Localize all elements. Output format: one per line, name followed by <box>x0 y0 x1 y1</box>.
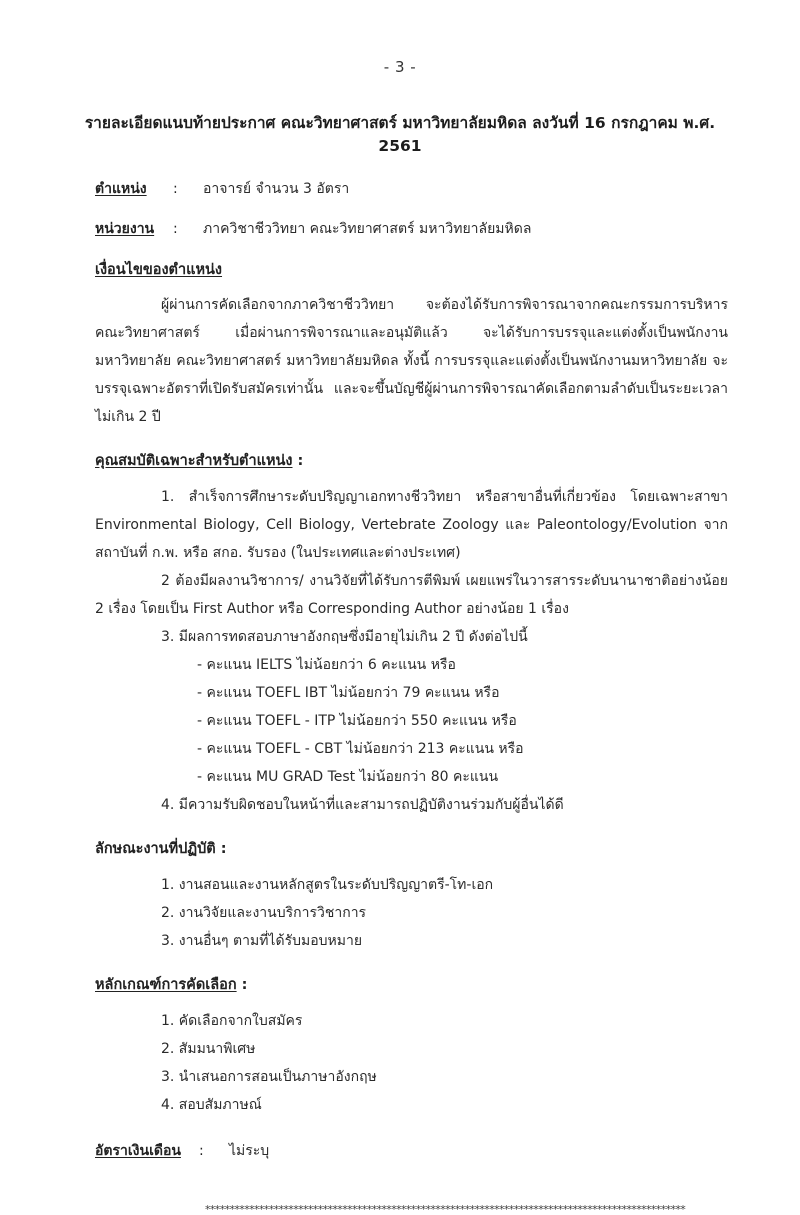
heading-conditions <box>95 260 728 282</box>
qualifications-list-tail <box>95 791 728 819</box>
heading-criteria-text: หลักเกณฑ์การคัดเลือก <box>95 976 237 993</box>
field-department <box>95 219 728 240</box>
heading-duties <box>95 839 728 861</box>
footer-separator: ************************************************************************************************** <box>205 1203 686 1215</box>
list-item: - คะแนน TOEFL - ITP ไม่น้อยกว่า 550 คะแนน หรือ <box>197 713 517 729</box>
document-body <box>0 179 800 1162</box>
heading-qualifications <box>95 451 728 473</box>
list-item: 4. มีความรับผิดชอบในหน้าที่และสามารถปฏิบัติงานร่วมกับผู้อื่นได้ดี <box>161 797 564 813</box>
list-item: - คะแนน TOEFL IBT ไม่น้อยกว่า 79 คะแนน หรือ <box>197 685 500 701</box>
list-item: 2. สัมมนาพิเศษ <box>161 1040 256 1057</box>
criteria-list <box>95 1007 728 1119</box>
field-salary <box>95 1141 728 1162</box>
field-position <box>95 179 728 200</box>
test-scores-list <box>95 651 728 791</box>
field-department-label: หน่วยงาน <box>95 220 155 237</box>
heading-criteria <box>95 975 728 997</box>
field-position-colon: : <box>173 180 178 197</box>
field-position-value: อาจารย์ จำนวน 3 อัตรา <box>203 180 350 197</box>
list-item: 1. สำเร็จการศึกษาระดับปริญญาเอกทางชีววิทยา หรือสาขาอื่นที่เกี่ยวข้อง โดยเฉพาะสาขา Environmental Biology, Cell Biology, Vertebrate Zoology และ Paleontology/Evolution จากสถาบันที่ ก.พ. หรือ สกอ. รับรอง (ในประเทศและต่างประเทศ) <box>95 489 728 561</box>
qualifications-list <box>95 483 728 651</box>
field-salary-value: ไม่ระบุ <box>229 1142 270 1159</box>
list-item: 3. นำเสนอการสอนเป็นภาษาอังกฤษ <box>161 1068 377 1085</box>
list-item: 2. งานวิจัยและงานบริการวิชาการ <box>161 904 367 921</box>
heading-qualifications-text: คุณสมบัติเฉพาะสำหรับตำแหน่ง <box>95 453 293 470</box>
duties-list <box>95 871 728 955</box>
field-department-colon: : <box>173 220 178 237</box>
field-salary-colon: : <box>199 1142 204 1159</box>
heading-duties-text: ลักษณะงานที่ปฏิบัติ <box>95 841 216 857</box>
list-item: 1. คัดเลือกจากใบสมัคร <box>161 1012 303 1029</box>
list-item: 4. สอบสัมภาษณ์ <box>161 1096 262 1113</box>
list-item: 2 ต้องมีผลงานวิชาการ/ งานวิจัยที่ได้รับการตีพิมพ์ เผยแพร่ในวารสารระดับนานาชาติอย่างน้อย 2 เรื่อง โดยเป็น First Author หรือ Corresponding Author อย่างน้อย 1 เรื่อง <box>95 573 728 617</box>
heading-conditions-text: เงื่อนไขของตำแหน่ง <box>95 261 223 278</box>
heading-qualifications-colon: : <box>292 453 304 470</box>
list-item: - คะแนน IELTS ไม่น้อยกว่า 6 คะแนน หรือ <box>197 657 456 673</box>
heading-criteria-colon: : <box>236 976 248 993</box>
field-department-value: ภาควิชาชีววิทยา คณะวิทยาศาสตร์ มหาวิทยาลัยมหิดล <box>203 220 532 237</box>
field-position-label: ตำแหน่ง <box>95 180 147 197</box>
list-item: 3. งานอื่นๆ ตามที่ได้รับมอบหมาย <box>161 932 363 949</box>
heading-duties-colon: : <box>215 841 227 857</box>
list-item: 3. มีผลการทดสอบภาษาอังกฤษซึ่งมีอายุไม่เกิน 2 ปี ดังต่อไปนี้ <box>161 629 528 645</box>
list-item: 1. งานสอนและงานหลักสูตรในระดับปริญญาตรี-โท-เอก <box>161 876 494 893</box>
field-salary-label: อัตราเงินเดือน <box>95 1142 181 1159</box>
page-number: - 3 - <box>383 58 417 76</box>
list-item: - คะแนน TOEFL - CBT ไม่น้อยกว่า 213 คะแนน หรือ <box>197 741 524 757</box>
document-title: รายละเอียดแนบท้ายประกาศ คณะวิทยาศาสตร์ มหาวิทยาลัยมหิดล ลงวันที่ 16 กรกฎาคม พ.ศ. 2561 <box>84 114 716 156</box>
list-item: - คะแนน MU GRAD Test ไม่น้อยกว่า 80 คะแนน <box>197 769 499 785</box>
conditions-paragraph: ผู้ผ่านการคัดเลือกจากภาควิชาชีววิทยา จะต้องได้รับการพิจารณาจากคณะกรรมการบริหารคณะวิทยาศาสตร์ เมื่อผ่านการพิจารณาและอนุมัติแล้ว จะได้รับการบรรจุและแต่งตั้งเป็นพนักงานมหาวิทยาลัย คณะวิทยาศาสตร์ มหาวิทยาลัยมหิดล ทั้งนี้ การบรรจุและแต่งตั้งเป็นพนักงานมหาวิทยาลัย จะบรรจุเฉพาะอัตราที่เปิดรับสมัครเท่านั้น และจะขึ้นบัญชีผู้ผ่านการพิจารณาคัดเลือกตามลำดับเป็นระยะเวลาไม่เกิน 2 ปี <box>95 297 728 426</box>
